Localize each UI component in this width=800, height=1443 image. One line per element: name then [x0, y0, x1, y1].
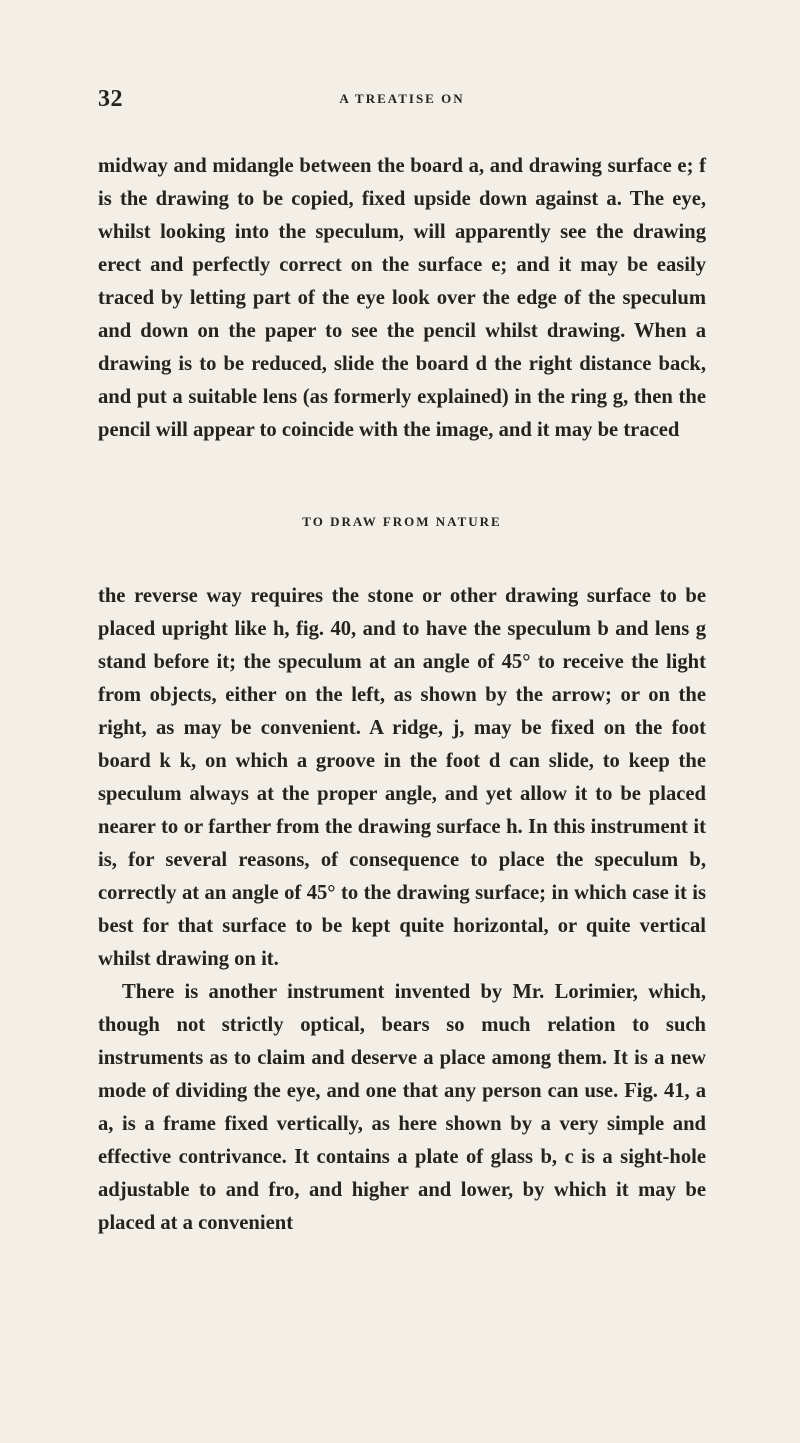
running-title: A TREATISE ON — [339, 91, 465, 106]
page-number: 32 — [98, 86, 123, 112]
paragraph-draw-from-nature: the reverse way requires the stone or other drawing surface to be placed upright like h, fig. 40, and to have the speculum b and lens g stand before it; the speculum at an angle of 45° to receive the light from objects, either on the left, as shown by the arrow; or on the right, as may be convenient. A ridge, j, may be fixed on the foot board k k, on which a groove in the foot d can slide, to keep the speculum always at the proper angle, and yet allow it to be placed nearer to or farther from the drawing surface h. In this instrument it is, for several reasons, of consequence to place the speculum b, correctly at an angle of 45° to the drawing surface; in which case it is best for that surface to be kept quite horizontal, or quite vertical whilst drawing on it. — [98, 585, 706, 970]
paragraph-continued: midway and midangle between the board a, and drawing surface e; f is the drawing to be copied, fixed upside down against a. The eye, whilst looking into the speculum, will apparently see the drawing erect and perfectly correct on the surface e; and it may be easily traced by letting part of the eye look over the edge of the speculum and down on the paper to see the pencil whilst drawing. When a drawing is to be reduced, slide the board d the right distance back, and put a suitable lens (as formerly explained) in the ring g, then the pencil will appear to coincide with the image, and it may be traced — [98, 155, 706, 441]
paragraph-lorimier-instrument: There is another instrument invented by Mr. Lorimier, which, though not strictly optical, bears so much relation to such instruments as to claim and deserve a place among them. It is a new mode of dividing the eye, and one that any person can use. Fig. 41, a a, is a frame fixed vertically, as here shown by a very simple and effective contrivance. It contains a plate of glass b, c is a sight-hole adjustable to and fro, and higher and lower, by which it may be placed at a convenient — [98, 981, 706, 1234]
body-text-top — [98, 150, 706, 447]
section-heading: TO DRAW FROM NATURE — [302, 514, 502, 529]
body-text-bottom — [98, 580, 706, 1240]
running-head — [98, 84, 706, 114]
